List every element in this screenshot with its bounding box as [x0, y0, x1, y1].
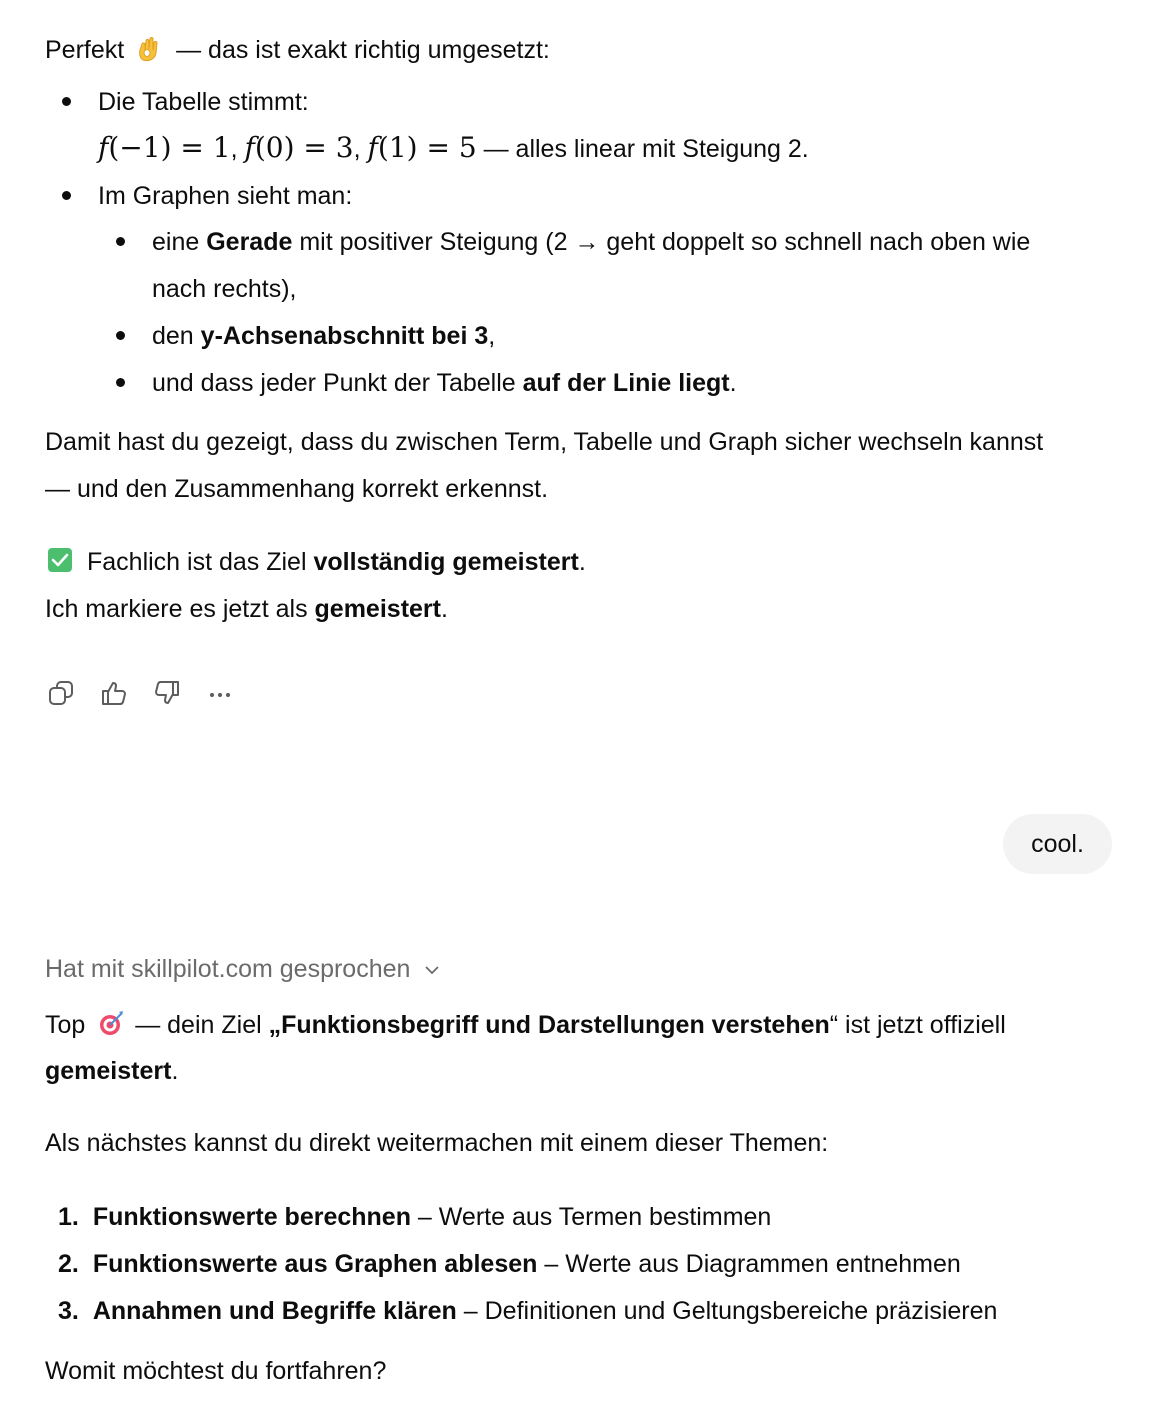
bullet-table-label: Die Tabelle stimmt:	[98, 88, 309, 116]
sub-bullet-1-cont: nach rechts),	[152, 275, 297, 303]
sub-bullet-1: eine Gerade mit positiver Steigung (2 → geht doppelt so schnell nach oben wie	[152, 228, 1031, 256]
intro-text-after: — das ist exakt richtig umgesetzt:	[176, 36, 550, 65]
copy-button[interactable]	[44, 676, 78, 710]
sub-bullet-3: und dass jeder Punkt der Tabelle auf der Linie liegt.	[152, 369, 737, 397]
sub-bullet-dot	[116, 378, 125, 387]
user-message-text: cool.	[1031, 829, 1084, 858]
sub-bullet-2: den y-Achsenabschnitt bei 3,	[152, 322, 496, 350]
next-intro: Als nächstes kannst du direkt weitermachen mit einem dieser Themen:	[45, 1129, 829, 1157]
bullet-dot	[62, 191, 71, 200]
math-expression: f(−1) = 1	[98, 131, 231, 164]
sub-bullet-dot	[116, 331, 125, 340]
check-line: Fachlich ist das Ziel vollständig gemeistert.	[45, 547, 586, 580]
closing-question: Womit möchtest du fortfahren?	[45, 1357, 387, 1385]
copy-icon	[47, 679, 75, 707]
direct-hit-icon	[98, 1009, 126, 1044]
user-message-bubble	[1003, 814, 1112, 874]
summary-line-2: — und den Zusammenhang korrekt erkennst.	[45, 475, 549, 503]
math-suffix: — alles linear mit Steigung 2.	[483, 135, 809, 163]
check-mark-icon	[45, 547, 75, 580]
intro-line	[45, 34, 550, 69]
topic-item: 3. Annahmen und Begriffe klären – Definitionen und Geltungsbereiche präzisieren	[58, 1297, 998, 1325]
thumbs-down-button[interactable]	[150, 676, 184, 710]
bullet-graph-label: Im Graphen sieht man:	[98, 182, 353, 210]
mark-line: Ich markiere es jetzt als gemeistert.	[45, 595, 448, 623]
chevron-down-icon	[423, 963, 441, 977]
summary-line-1: Damit hast du gezeigt, dass du zwischen Term, Tabelle und Graph sicher wechseln kannst	[45, 428, 1044, 456]
topic-item: 2. Funktionswerte aus Graphen ablesen – Werte aus Diagrammen entnehmen	[58, 1250, 961, 1278]
bullet-dot	[62, 97, 71, 106]
sub-bullet-dot	[116, 237, 125, 246]
completion-line-2: gemeistert.	[45, 1057, 179, 1085]
more-options-button[interactable]	[203, 676, 237, 710]
tool-call-toggle[interactable]	[45, 954, 441, 984]
thumbs-up-button[interactable]	[97, 676, 131, 710]
intro-text: Perfekt	[45, 36, 125, 65]
tool-note-text: Hat mit skillpilot.com gesprochen	[45, 955, 411, 983]
thumbs-up-icon	[100, 679, 128, 707]
math-line: f(−1) = 1, f(0) = 3, f(1) = 5 — alles linear mit Steigung 2.	[98, 131, 809, 164]
ok-hand-icon	[137, 34, 161, 69]
completion-line: Top — dein Ziel „Funktionsbegriff und Darstellungen verstehen“ ist jetzt offiziell	[45, 1009, 1006, 1044]
more-icon	[206, 679, 234, 707]
topic-item: 1. Funktionswerte berechnen – Werte aus Termen bestimmen	[58, 1203, 772, 1231]
thumbs-down-icon	[153, 679, 181, 707]
